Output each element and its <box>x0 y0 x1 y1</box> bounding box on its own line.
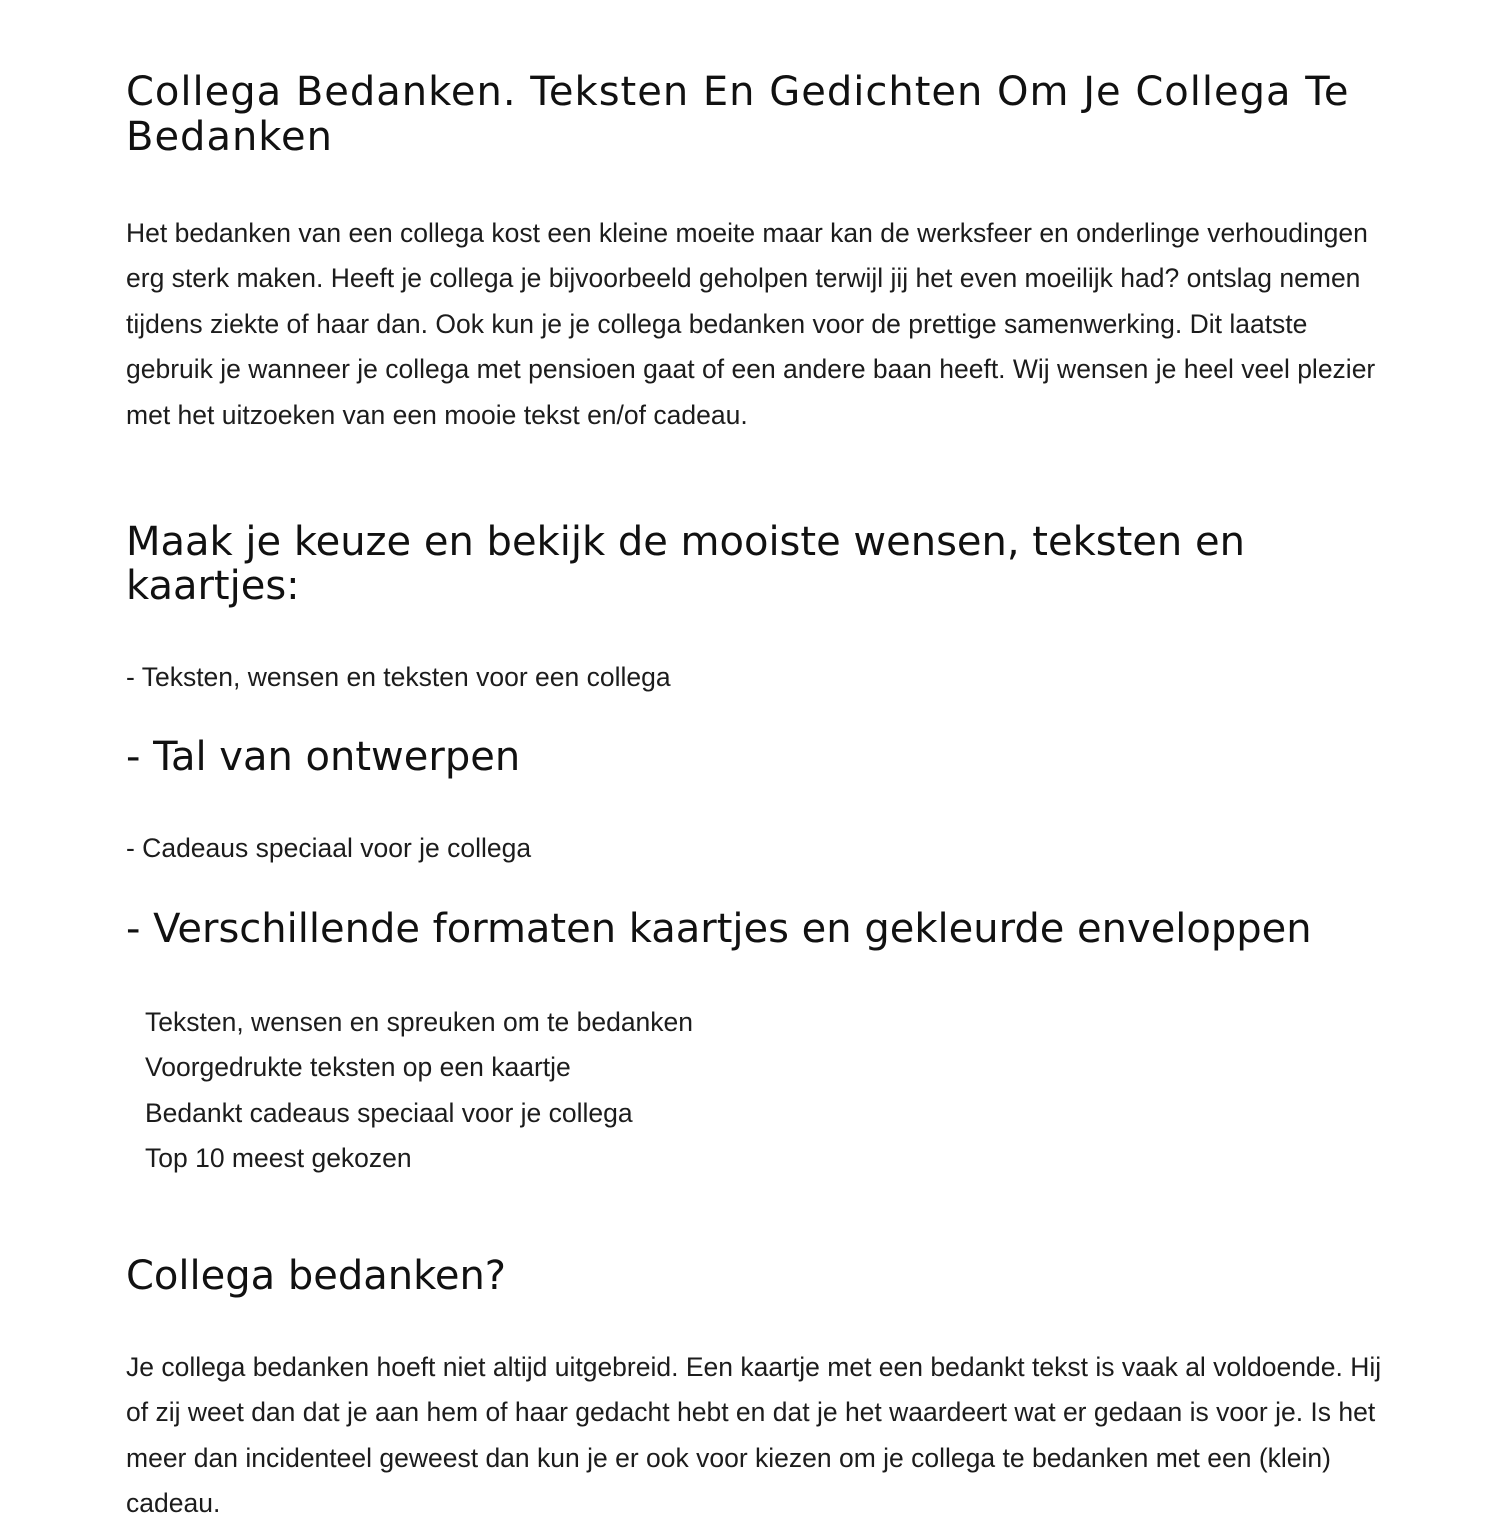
link-preprinted-cards[interactable]: Voorgedrukte teksten op een kaartje <box>145 1052 571 1083</box>
link-list <box>145 1000 693 1182</box>
item-texts: - Teksten, wensen en teksten voor een collega <box>126 662 671 692</box>
link-top-10[interactable]: Top 10 meest gekozen <box>145 1143 412 1174</box>
outro-paragraph: Je collega bedanken hoeft niet altijd uitgebreid. Een kaartje met een bedankt tekst is vaak al voldoende. Hij of zij weet dan dat je aan hem of haar gedacht hebt en dat je het waardeert wat er gedaan is voor je. Is het meer dan incidenteel geweest dan kun je er ook voor kiezen om je collega te bedanken met een (klein) cadeau. <box>126 1352 1382 1519</box>
choose-heading: Maak je keuze en bekijk de mooiste wensen, teksten en kaartjes: <box>126 519 1245 609</box>
link-texts-wishes[interactable]: Teksten, wensen en spreuken om te bedanken <box>145 1007 694 1037</box>
intro-paragraph: Het bedanken van een collega kost een kleine moeite maar kan de werksfeer en onderlinge verhoudingen erg sterk maken. Heeft je collega je bijvoorbeeld geholpen terwijl jij het even moeilijk had? ontslag nemen tijdens ziekte of haar dan. Ook kun je je collega bedanken voor de prettige samenwerking. Dit laatste gebruik je wanneer je collega met pensioen gaat of een andere baan heeft. Wij wensen je heel veel plezier met het uitzoeken van een mooie tekst en/of cadeau. <box>126 218 1376 430</box>
item-gifts: - Cadeaus speciaal voor je collega <box>126 833 532 863</box>
section-heading: Collega bedanken? <box>126 1253 507 1299</box>
page-title: Collega Bedanken. Teksten En Gedichten Om Je Collega Te Bedanken <box>126 69 1350 160</box>
item-formats-heading: - Verschillende formaten kaartjes en gekleurde enveloppen <box>126 906 1312 952</box>
link-thank-you-gifts[interactable]: Bedankt cadeaus speciaal voor je collega <box>145 1097 633 1128</box>
item-designs-heading: - Tal van ontwerpen <box>126 734 521 780</box>
